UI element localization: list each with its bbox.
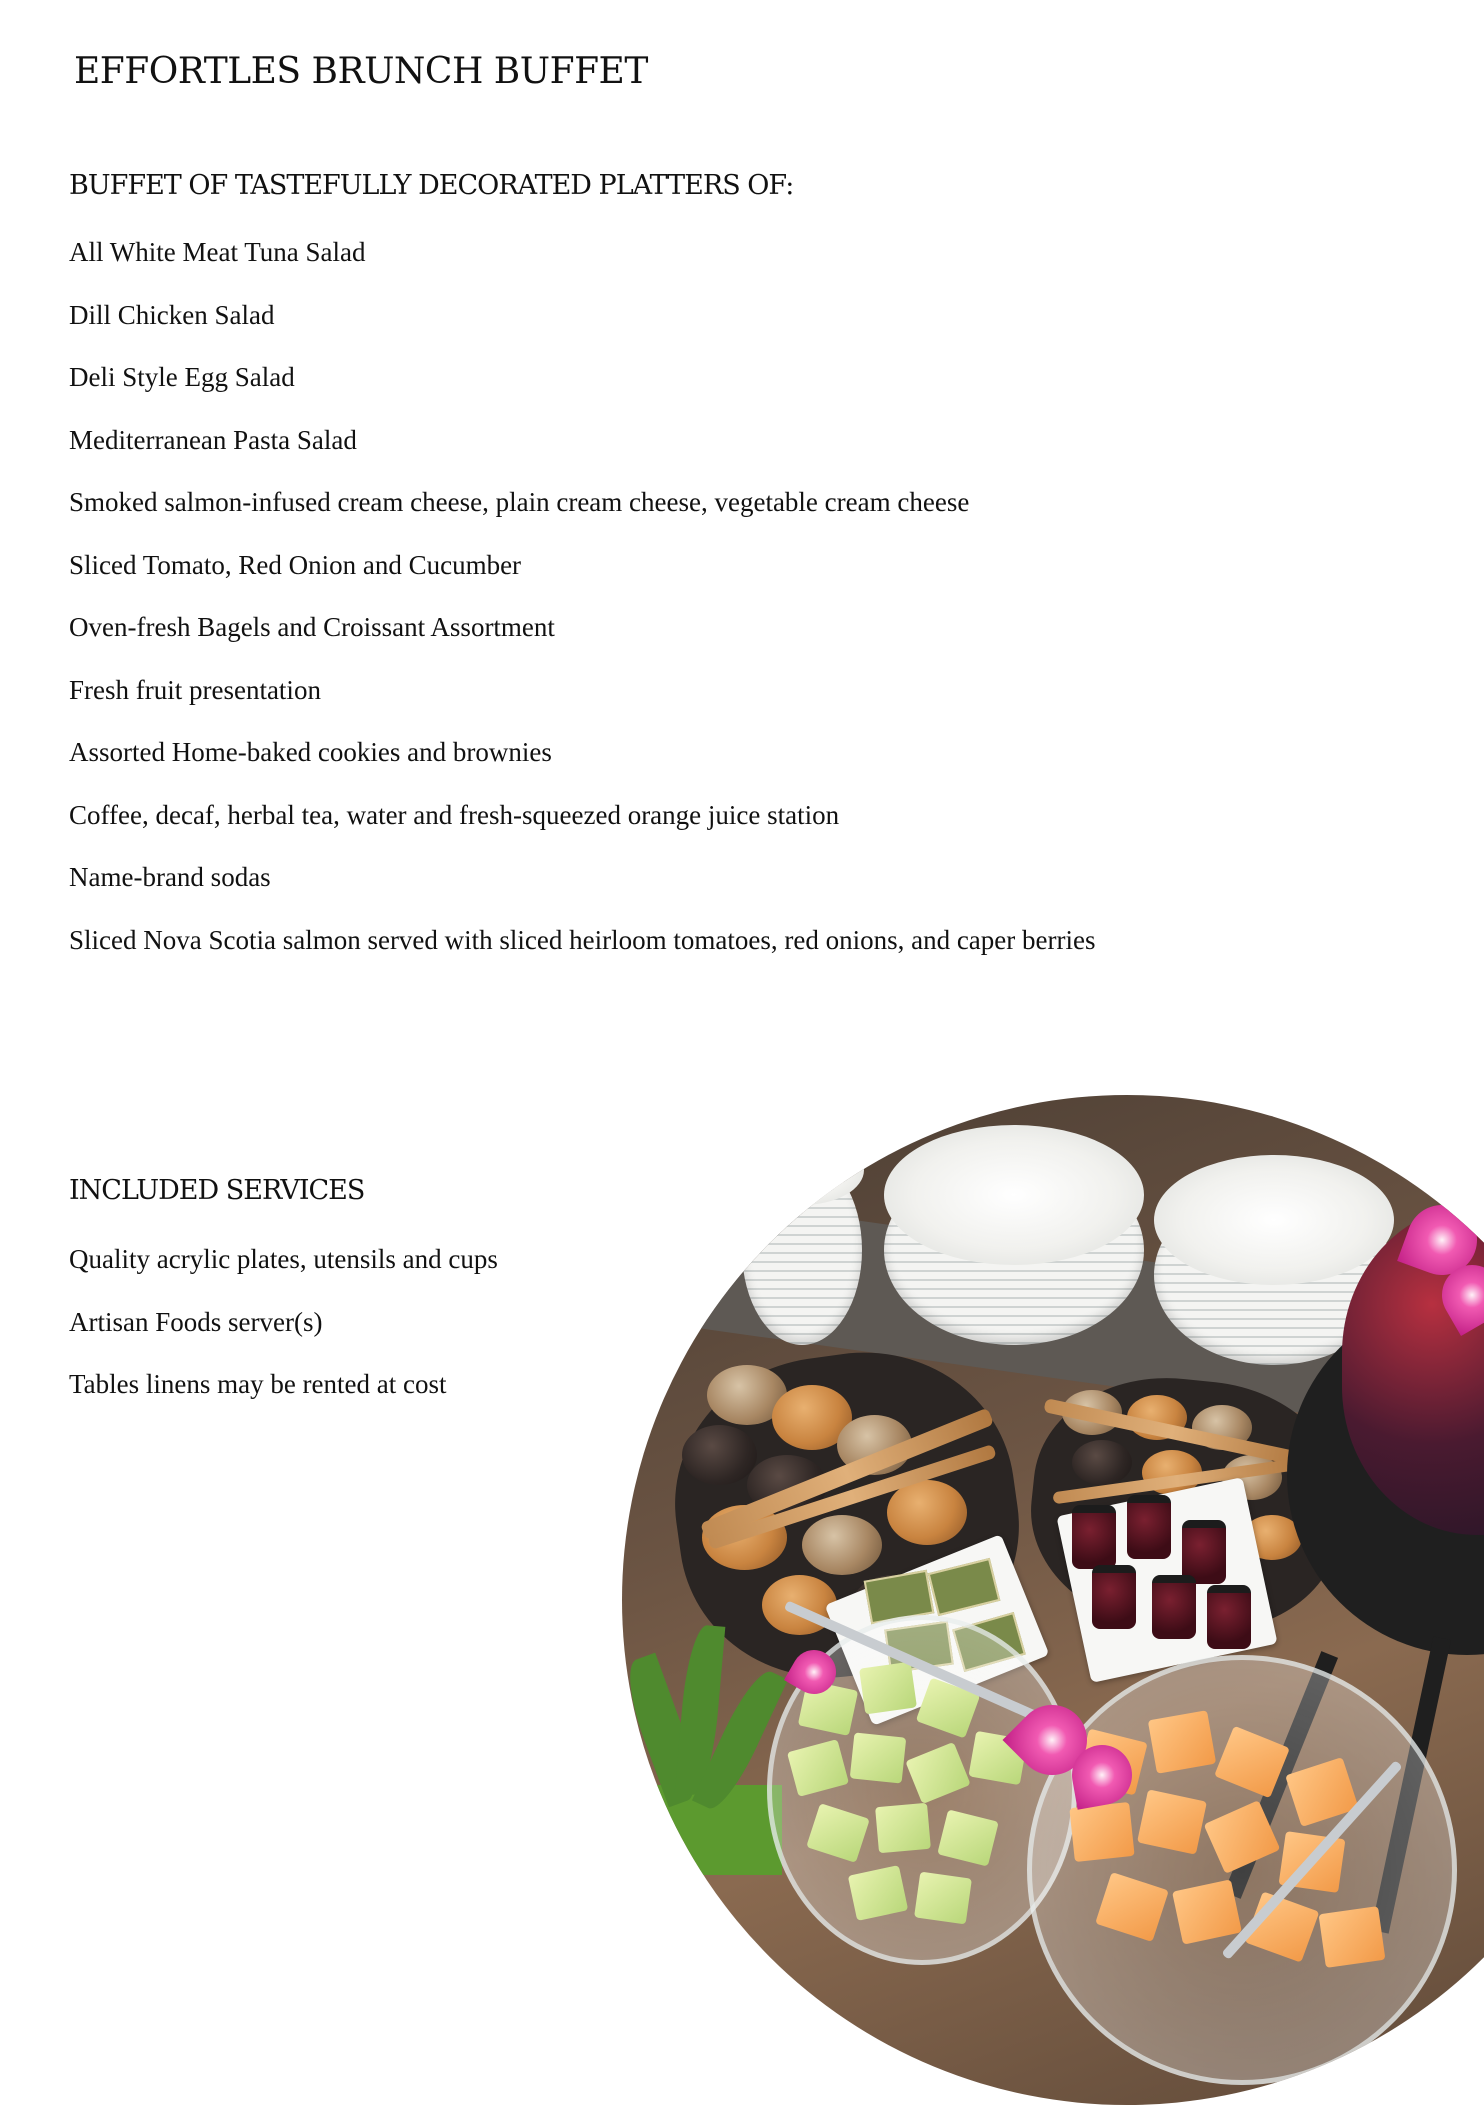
- bagel: [1072, 1440, 1132, 1485]
- buffet-photo: [622, 1095, 1484, 2105]
- jam-jar: [1152, 1575, 1196, 1639]
- cantaloupe-piece: [1319, 1906, 1386, 1968]
- menu-item: Coffee, decaf, herbal tea, water and fresh-squeezed orange juice station: [69, 799, 840, 830]
- menu-item: Deli Style Egg Salad: [69, 362, 295, 392]
- service-item: Quality acrylic plates, utensils and cups: [69, 1244, 498, 1274]
- menu-item: Smoked salmon-infused cream cheese, plain cream cheese, vegetable cream cheese: [69, 487, 970, 517]
- menu-item: Dill Chicken Salad: [69, 299, 275, 330]
- honeydew-piece: [859, 1662, 917, 1715]
- menu-item: Mediterranean Pasta Salad: [69, 424, 357, 455]
- cantaloupe-piece: [1148, 1710, 1216, 1774]
- service-item: Artisan Foods server(s): [69, 1306, 323, 1337]
- services-heading: INCLUDED SERVICES: [69, 1175, 365, 1206]
- bagel: [802, 1515, 882, 1575]
- cantaloupe-bowl: [1027, 1655, 1457, 2085]
- menu-item: Sliced Tomato, Red Onion and Cucumber: [69, 549, 522, 580]
- honeydew-piece: [914, 1872, 972, 1925]
- cantaloupe-piece: [1069, 1802, 1134, 1862]
- honeydew-piece: [850, 1732, 907, 1783]
- menu-item: Assorted Home-baked cookies and brownies: [69, 737, 552, 767]
- plate: [1154, 1155, 1394, 1285]
- jam-jar: [1127, 1495, 1171, 1559]
- bagel: [682, 1425, 757, 1485]
- menu-item: Fresh fruit presentation: [69, 674, 321, 705]
- honeydew-piece: [875, 1803, 931, 1853]
- menu-item: Name-brand sodas: [69, 862, 271, 892]
- service-item: Tables linens may be rented at cost: [69, 1369, 447, 1399]
- services-list: [69, 1243, 498, 1431]
- jam-jar: [1207, 1585, 1251, 1649]
- menu-item: Sliced Nova Scotia salmon served with sliced heirloom tomatoes, red onions, and caper berries: [69, 924, 1096, 955]
- plate: [740, 1135, 864, 1205]
- jam-jar: [1072, 1505, 1116, 1569]
- document-title: EFFORTLES BRUNCH BUFFET: [74, 51, 648, 92]
- bagel: [887, 1480, 967, 1545]
- menu-item: All White Meat Tuna Salad: [69, 237, 366, 267]
- jam-jar: [1092, 1565, 1136, 1629]
- menu-list: [69, 236, 1095, 986]
- menu-item: Oven-fresh Bagels and Croissant Assortment: [69, 612, 555, 642]
- menu-heading: BUFFET OF TASTEFULLY DECORATED PLATTERS OF:: [69, 170, 794, 201]
- plate: [884, 1125, 1144, 1265]
